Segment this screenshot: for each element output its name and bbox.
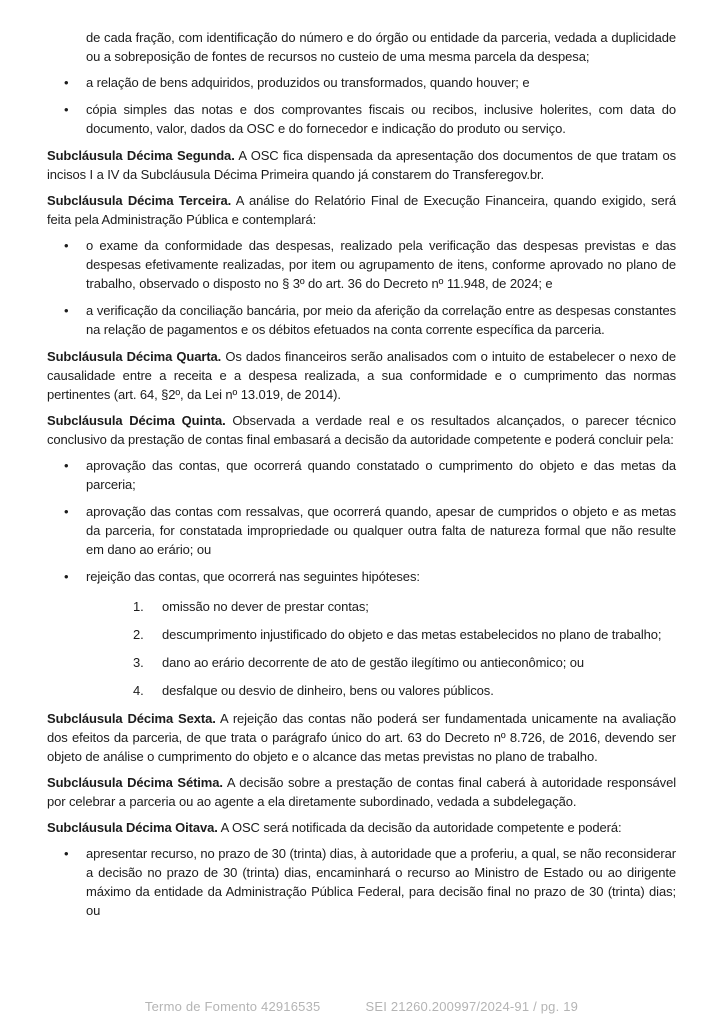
numbered-item-text: desfalque ou desvio de dinheiro, bens ou valores públicos. (162, 683, 494, 698)
clause-text: A OSC fica dispensada da apresentação dos documentos de que tratam os incisos I a IV da Subcláusula Décima Primeira quando já constarem do Transferegov.br. (47, 148, 676, 182)
numbered-item (133, 653, 676, 672)
bullet-icon: • (64, 846, 69, 861)
bullet-icon: • (64, 75, 69, 90)
bullet-icon: • (64, 458, 69, 473)
numbered-item (133, 681, 676, 700)
numbered-list (47, 597, 676, 700)
numbered-item (133, 597, 676, 616)
numbered-item-number: 2. (133, 627, 144, 642)
list-item-text: apresentar recurso, no prazo de 30 (trinta) dias, à autoridade que a proferiu, a qual, se não reconsiderar a decisão no prazo de 30 (trinta) dias, encaminhará o recurso ao Ministro de Estado ou ao dirigente máximo da entidade da Administração Pública Federal, para decisão final no prazo de 30 (trinta) dias; ou (86, 846, 676, 918)
clause-text: A OSC será notificada da decisão da autoridade competente e poderá: (220, 820, 622, 835)
footer-sei-ref: SEI 21260.200997/2024-91 / pg. 19 (365, 999, 579, 1014)
list-item (64, 236, 676, 293)
numbered-item-text: dano ao erário decorrente de ato de gestão ilegítimo ou antieconômico; ou (162, 655, 584, 670)
clause-title: Subcláusula Décima Sexta. (47, 711, 216, 726)
clause-title: Subcláusula Décima Sétima. (47, 775, 223, 790)
list-item (64, 73, 676, 92)
bullet-icon: • (64, 569, 69, 584)
clause-text: A decisão sobre a prestação de contas final caberá à autoridade responsável por celebrar a parceria ou ao agente a ela diretamente subordinado, vedada a subdelegação. (47, 775, 676, 809)
bullet-icon: • (64, 102, 69, 117)
numbered-item-number: 3. (133, 655, 144, 670)
list-item (64, 567, 676, 586)
page-footer (0, 997, 723, 1016)
bullet-icon: • (64, 504, 69, 519)
clause-title: Subcláusula Décima Oitava. (47, 820, 218, 835)
list-item-text: rejeição das contas, que ocorrerá nas seguintes hipóteses: (86, 569, 420, 584)
clause-title: Subcláusula Décima Quinta. (47, 413, 226, 428)
list-item-text: o exame da conformidade das despesas, realizado pela verificação das despesas previstas e das despesas efetivamente realizadas, por item ou agrupamento de itens, conforme aprovado no plano de trabalho, observado o disposto no § 3º do art. 36 do Decreto nº 11.948, de 2024; e (86, 238, 676, 291)
list-item-text: cópia simples das notas e dos comprovantes fiscais ou recibos, inclusive holerites, com data do documento, valor, dados da OSC e do fornecedor e indicação do produto ou serviço. (86, 102, 676, 136)
clause-paragraph (47, 191, 676, 229)
clause-paragraph (47, 818, 676, 837)
list-item (64, 456, 676, 494)
clause-text: Observada a verdade real e os resultados alcançados, o parecer técnico conclusivo da prestação de contas final embasará a decisão da autoridade competente e poderá concluir pela: (47, 413, 676, 447)
body-paragraph: de cada fração, com identificação do número e do órgão ou entidade da parceria, vedada a duplicidade ou a sobreposição de fontes de recursos no custeio de uma mesma parcela da despesa; (86, 30, 676, 64)
clause-title: Subcláusula Décima Segunda. (47, 148, 235, 163)
clause-paragraph (47, 347, 676, 404)
numbered-item-number: 4. (133, 683, 144, 698)
numbered-item (133, 625, 676, 644)
list-item-text: a relação de bens adquiridos, produzidos ou transformados, quando houver; e (86, 75, 530, 90)
list-item (64, 502, 676, 559)
clause-paragraph (47, 773, 676, 811)
list-item (64, 844, 676, 920)
list-item (64, 301, 676, 339)
clause-title: Subcláusula Décima Quarta. (47, 349, 222, 364)
clause-paragraph (47, 411, 676, 449)
list-item-text: a verificação da conciliação bancária, por meio da aferição da correlação entre as despesas constantes na relação de pagamentos e os débitos efetuados na conta corrente específica da parceria. (86, 303, 676, 337)
clause-text: A rejeição das contas não poderá ser fundamentada unicamente na avaliação dos efeitos da parceria, de que trata o parágrafo único do art. 63 do Decreto nº 8.726, de 2016, devendo ser objeto de análise o cumprimento do objeto e o alcance das metas previstas no plano de trabalho. (47, 711, 676, 764)
clause-paragraph (47, 709, 676, 766)
footer-doc-ref: Termo de Fomento 42916535 (144, 999, 321, 1014)
list-item-text: aprovação das contas com ressalvas, que ocorrerá quando, apesar de cumpridos o objeto e as metas da parceria, for constatada impropriedade ou qualquer outra falta de natureza formal que não resulte em dano ao erário; ou (86, 504, 676, 557)
bullet-icon: • (64, 303, 69, 318)
numbered-item-number: 1. (133, 599, 144, 614)
list-item (64, 100, 676, 138)
clause-text: A análise do Relatório Final de Execução Financeira, quando exigido, será feita pela Administração Pública e contemplará: (47, 193, 676, 227)
clause-title: Subcláusula Décima Terceira. (47, 193, 232, 208)
clause-paragraph (47, 146, 676, 184)
numbered-item-text: descumprimento injustificado do objeto e das metas estabelecidos no plano de trabalho; (162, 627, 662, 642)
numbered-item-text: omissão no dever de prestar contas; (162, 599, 369, 614)
bullet-icon: • (64, 238, 69, 253)
clause-text: Os dados financeiros serão analisados com o intuito de estabelecer o nexo de causalidade entre a receita e a despesa realizada, a sua conformidade e o cumprimento das normas pertinentes (art. 64, §2º, da Lei nº 13.019, de 2014). (47, 349, 676, 402)
list-item-text: aprovação das contas, que ocorrerá quando constatado o cumprimento do objeto e das metas da parceria; (86, 458, 676, 492)
